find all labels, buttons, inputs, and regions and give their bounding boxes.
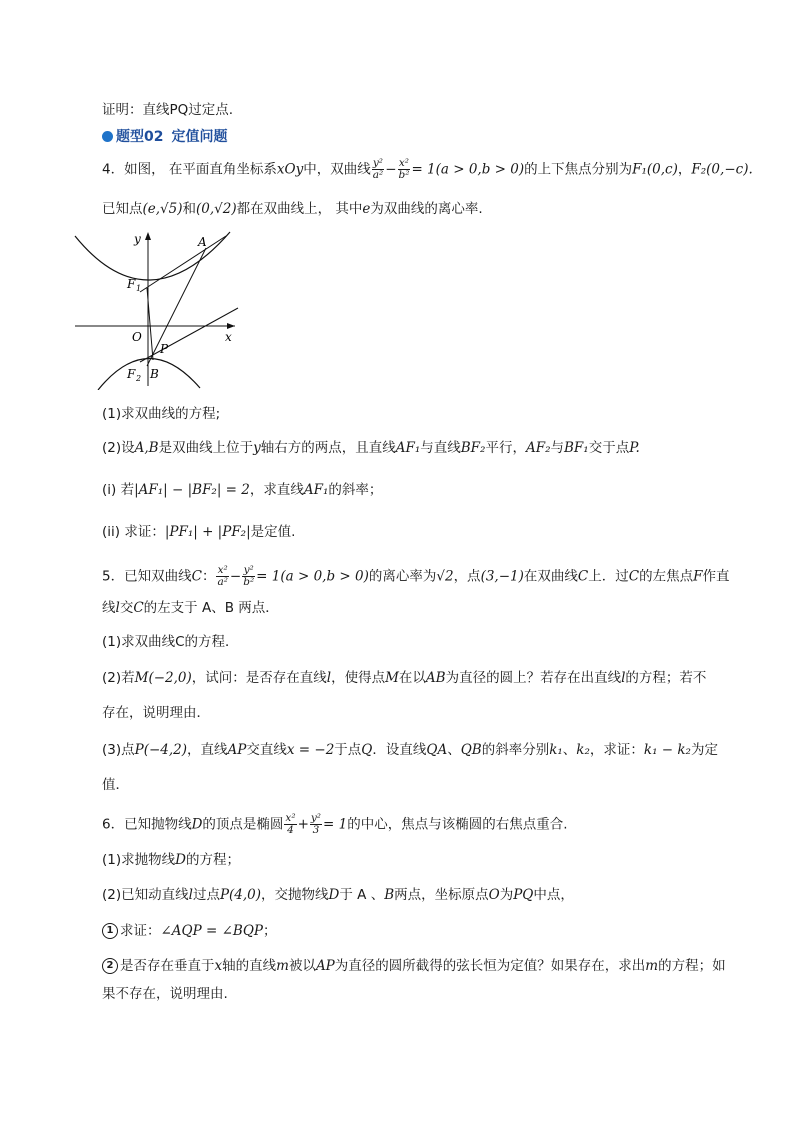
q4-text: 和	[182, 201, 197, 217]
q5-line5	[102, 703, 210, 723]
text-fragment: AF₂	[525, 440, 551, 456]
text-fragment: (1)求抛物线	[102, 852, 176, 868]
label-A: A	[198, 235, 207, 249]
text-fragment: P(4,0)	[219, 887, 262, 903]
q4-equation: = 1(a > 0,b > 0)	[411, 161, 525, 178]
text-fragment: a²	[217, 576, 228, 588]
text-fragment: b²	[243, 576, 255, 588]
fraction	[216, 565, 228, 588]
text-fragment: 轴右方的两点，且直线	[260, 440, 396, 456]
text-fragment: 是双曲线上位于	[158, 440, 254, 456]
text-fragment: +	[297, 816, 309, 833]
q6-line6	[102, 984, 228, 1004]
text-fragment: k₁	[549, 742, 563, 758]
text-fragment: ，点	[453, 568, 481, 585]
heading-label: 题型02	[116, 129, 164, 145]
text-fragment: AP	[315, 958, 335, 974]
text-fragment: 的方程；如	[658, 958, 726, 974]
q4-part1-text: (1)求双曲线的方程;	[102, 406, 221, 422]
text-fragment: b²	[398, 169, 410, 181]
text-fragment: l	[115, 600, 120, 616]
text-fragment: 交直线	[246, 742, 287, 758]
text-fragment: 的离心率为	[368, 568, 437, 585]
text-fragment: A,B	[134, 440, 159, 456]
section-heading	[102, 126, 227, 146]
minus-sign: −	[385, 161, 397, 178]
text-fragment: D	[175, 852, 186, 868]
text-fragment: y²	[243, 564, 254, 576]
upper-branch	[75, 232, 230, 280]
label-F1: F	[127, 277, 136, 291]
q4-coord: xOy	[276, 161, 304, 178]
q5-line1	[102, 565, 729, 588]
text-fragment: (ii) 求证：	[102, 524, 165, 540]
q4-part2	[102, 438, 640, 458]
text-fragment: 被以	[288, 958, 316, 974]
q4-part1	[102, 404, 220, 424]
text-fragment: AF₁	[303, 482, 329, 498]
text-fragment: ，求直线	[249, 482, 304, 498]
bullet-dot-icon	[102, 131, 113, 142]
q4-focus1: F₁(0,c)	[632, 161, 678, 178]
q4-text: 已知点	[102, 201, 143, 217]
text-fragment: ，	[677, 161, 692, 178]
text-fragment: (3)点	[102, 742, 135, 758]
text-fragment: P(−4,2)	[134, 742, 188, 758]
text-fragment: |AF₁| − |BF₂| = 2	[134, 482, 250, 498]
text-fragment: ，交抛物线	[261, 887, 329, 903]
heading-title: 定值问题	[171, 129, 228, 145]
text-fragment: 是定值.	[250, 524, 296, 540]
text-fragment: 与直线	[420, 440, 461, 456]
text-fragment: l	[326, 670, 332, 686]
text-fragment: 6．已知抛物线	[102, 816, 192, 833]
q6-line4	[102, 921, 277, 941]
text-fragment: k₂	[576, 742, 590, 758]
text-fragment: 存在，说明理由．	[102, 705, 210, 721]
text-fragment: 在以	[398, 670, 426, 686]
label-O: O	[132, 330, 142, 344]
text-fragment: l	[188, 887, 193, 903]
text-fragment: ．设直线	[372, 742, 427, 758]
q4-line2	[102, 199, 483, 219]
text-fragment: AB	[425, 670, 446, 686]
text-fragment: O	[488, 887, 500, 903]
text-fragment: x = −2	[286, 742, 335, 758]
text-fragment: k₁ − k₂	[643, 742, 691, 758]
text-fragment: m	[645, 958, 659, 974]
text-fragment: m	[276, 958, 289, 974]
label-F2-sub: 2	[136, 374, 142, 383]
q4-focus2: F₂(0,−c).	[691, 161, 753, 178]
text-fragment: (2)已知动直线	[102, 887, 189, 903]
y-axis-arrow-icon	[145, 232, 151, 240]
label-B: B	[150, 367, 159, 381]
text-fragment: = 1	[323, 816, 348, 833]
text-fragment: 于点	[334, 742, 362, 758]
text-fragment: 轴的直线	[222, 958, 277, 974]
fraction	[242, 565, 255, 588]
fraction	[372, 158, 384, 181]
text-fragment: (3,−1)	[480, 568, 524, 585]
q5-line2	[102, 598, 279, 618]
lower-branch	[98, 358, 200, 390]
circled-2-icon: 2	[102, 958, 118, 974]
text-fragment: M	[385, 670, 399, 686]
text-fragment: 中点，	[533, 887, 574, 903]
label-F1-sub: 1	[136, 284, 142, 293]
text-fragment: P.	[629, 440, 640, 456]
text-fragment: ，直线	[187, 742, 228, 758]
text-fragment: (1)求双曲线C的方程．	[102, 634, 239, 650]
q4-text: 中，双曲线	[303, 161, 371, 178]
text-fragment: = 1(a > 0,b > 0)	[256, 568, 369, 585]
text-fragment: PQ	[513, 887, 534, 903]
text-fragment: ∠AQP = ∠BQP	[160, 923, 263, 939]
text-fragment: 过点	[192, 887, 220, 903]
text-fragment: (i) 若	[102, 482, 135, 498]
text-fragment: 为	[499, 887, 514, 903]
q4-part2ii	[102, 522, 295, 542]
text-fragment: 、	[447, 742, 461, 758]
text-fragment: 作直	[702, 568, 730, 585]
q4-number: 4．	[102, 161, 125, 178]
text-fragment: (2)设	[102, 440, 135, 456]
text-fragment: ；	[263, 923, 277, 939]
text-fragment: 值．	[102, 777, 129, 793]
text-fragment: 的左支于 A、B 两点．	[143, 600, 279, 616]
q4-part2i	[102, 480, 382, 500]
fraction	[284, 813, 296, 836]
label-F2: F	[127, 367, 136, 381]
q4-var-e: e	[362, 201, 371, 217]
segment-AF2	[147, 248, 206, 366]
q4-point1: (e,√5)	[142, 201, 183, 217]
text-fragment: y²	[310, 812, 322, 824]
q4-text: 为双曲线的离心率.	[370, 201, 483, 217]
q4-text: 的上下焦点分别为	[524, 161, 633, 178]
q5-line6	[102, 740, 718, 760]
text-fragment: 交于点	[588, 440, 630, 456]
text-fragment: M(−2,0)	[134, 670, 192, 686]
text-fragment: x²	[217, 564, 228, 576]
text-fragment: D	[191, 816, 203, 833]
text-fragment: 平行，	[485, 440, 526, 456]
text-fragment: 5．已知双曲线	[102, 568, 192, 585]
text-fragment: 为直径的圆所截得的弦长恒为定值？如果存在，求出	[334, 958, 646, 974]
text-fragment: F	[693, 568, 703, 585]
q6-line1	[102, 813, 568, 836]
text-fragment: C	[133, 600, 144, 616]
q6-line2	[102, 850, 240, 870]
line-BF2	[140, 308, 238, 362]
text-fragment: QA	[426, 742, 448, 758]
text-fragment: AF₁	[395, 440, 421, 456]
text-fragment: 的中心，焦点与该椭圆的右焦点重合.	[347, 816, 568, 833]
text-fragment: ，试问：是否存在直线	[191, 670, 327, 686]
text-fragment: a²	[372, 169, 384, 181]
text-fragment: y	[253, 440, 261, 456]
text-fragment: 交	[119, 600, 134, 616]
text-fragment: 为直径的圆上？若存在出直线	[445, 670, 622, 686]
text-fragment: −	[229, 568, 242, 585]
text-fragment: (2)若	[102, 670, 135, 686]
text-fragment: 两点，坐标原点	[394, 887, 489, 903]
text-fragment: 线	[102, 600, 116, 616]
text-fragment: 是否存在垂直于	[120, 958, 215, 974]
q5-line7	[102, 775, 129, 795]
intro-text: 证明：直线PQ过定点.	[102, 102, 234, 118]
text-fragment: QB	[460, 742, 482, 758]
text-fragment: 在双曲线	[523, 568, 578, 585]
text-fragment: AP	[227, 742, 247, 758]
text-fragment: C	[191, 568, 202, 585]
text-fragment: l	[621, 670, 626, 686]
text-fragment: D	[328, 887, 340, 903]
label-y: y	[134, 232, 141, 246]
text-fragment: C	[577, 568, 589, 585]
text-fragment: BF₁	[564, 440, 589, 456]
text-fragment: 的方程；若不	[625, 670, 707, 686]
text-fragment: BF₂	[460, 440, 486, 456]
text-fragment: ：	[201, 568, 216, 585]
text-fragment: 的斜率分别	[481, 742, 550, 758]
q4-point2: (0,√2)	[196, 201, 237, 217]
text-fragment: x²	[398, 157, 410, 169]
q5-line4	[102, 668, 706, 688]
q4-text: 如图， 在平面直角坐标系	[124, 161, 277, 178]
text-fragment: |PF₁| + |PF₂|	[164, 524, 251, 540]
q6-line5	[102, 956, 726, 976]
text-fragment: 果不存在，说明理由.	[102, 986, 228, 1002]
text-fragment: 、	[562, 742, 577, 758]
text-fragment: B	[384, 887, 395, 903]
q4-text: 都在双曲线上， 其中	[236, 201, 363, 217]
text-fragment: x	[214, 958, 223, 974]
label-x: x	[225, 330, 232, 344]
circled-1-icon: 1	[102, 923, 118, 939]
intro-line	[102, 100, 233, 120]
text-fragment: C	[628, 568, 640, 585]
text-fragment: 于 A 、	[339, 887, 385, 903]
text-fragment: 上．过	[588, 568, 629, 585]
line-AF1	[140, 236, 226, 292]
text-fragment: 3	[312, 824, 320, 836]
text-fragment: 为定	[690, 742, 718, 758]
text-fragment: 的方程；	[185, 852, 240, 868]
x-axis-arrow-icon	[227, 323, 235, 329]
text-fragment: x²	[285, 812, 296, 824]
text-fragment: Q	[361, 742, 373, 758]
hyperbola-figure	[70, 228, 245, 390]
text-fragment: 求证：	[120, 923, 161, 939]
text-fragment: √2	[436, 568, 454, 585]
fraction	[310, 813, 322, 836]
q6-line3	[102, 885, 574, 905]
text-fragment: 的左焦点	[639, 568, 694, 585]
text-fragment: y²	[372, 157, 384, 169]
text-fragment: 的顶点是椭圆	[202, 816, 284, 833]
q4-line1	[102, 158, 753, 181]
text-fragment: 4	[287, 824, 294, 836]
fraction	[398, 158, 411, 181]
label-P: P	[160, 342, 169, 356]
q5-line3	[102, 632, 239, 652]
text-fragment: 与	[550, 440, 564, 456]
text-fragment: ，求证：	[589, 742, 644, 758]
text-fragment: 的斜率；	[328, 482, 383, 498]
text-fragment: ，使得点	[331, 670, 386, 686]
